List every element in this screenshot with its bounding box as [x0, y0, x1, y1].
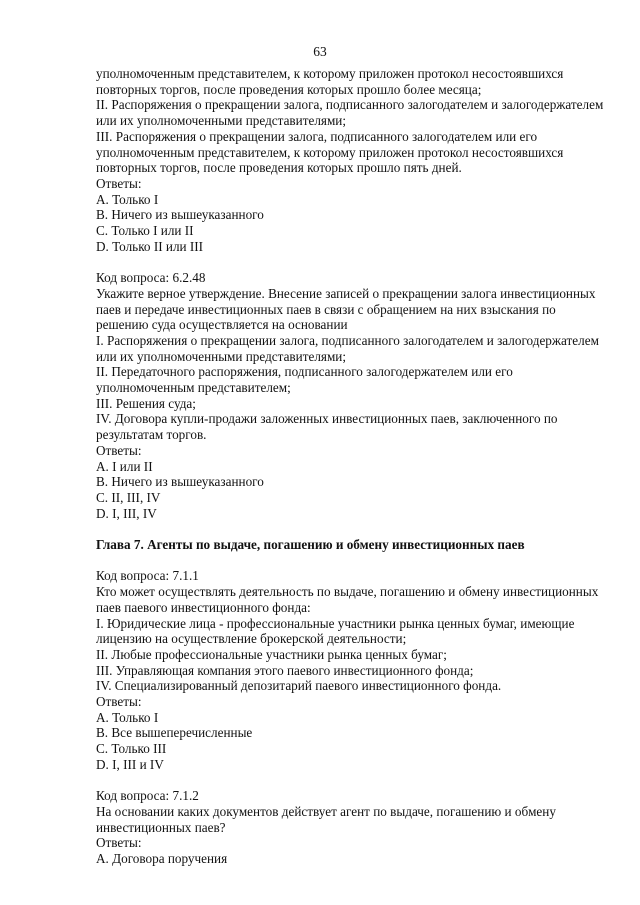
answer-d: D. I, III, IV	[96, 505, 157, 521]
statement-ii: II. Любые профессиональные участники рынка ценных бумаг;	[96, 646, 447, 662]
answer-a: A. Только I	[96, 191, 159, 207]
statement-ii: II. Передаточного распоряжения, подписанного залогодержателем или его	[96, 364, 513, 380]
question-code: Код вопроса: 7.1.1	[96, 568, 199, 584]
question-6-2-48	[96, 270, 599, 521]
answer-b: B. Все вышеперечисленные	[96, 725, 253, 741]
answers-label: Ответы:	[96, 835, 142, 851]
question-text: Укажите верное утверждение. Внесение записей о прекращении залога инвестиционных	[96, 285, 596, 301]
statement-iii: III. Управляющая компания этого паевого инвестиционного фонда;	[96, 662, 474, 678]
question-text: инвестиционных паев?	[96, 819, 226, 835]
question-text: Кто может осуществлять деятельность по выдаче, погашению и обмену инвестиционных	[96, 584, 599, 600]
text-line: или их уполномоченными представителями;	[96, 113, 347, 129]
answer-c: C. Только I или II	[96, 223, 194, 239]
question-7-1-1	[96, 568, 599, 772]
text-line: повторных торгов, после проведения которых прошло более месяца;	[96, 81, 482, 97]
chapter-heading: Глава 7. Агенты по выдаче, погашению и обмену инвестиционных паев	[96, 537, 525, 553]
answer-b: B. Ничего из вышеуказанного	[96, 207, 264, 223]
text-line: уполномоченным представителем;	[96, 380, 291, 396]
answer-c: C. II, III, IV	[96, 489, 161, 505]
question-text: паев и передаче инвестиционных паев в связи с обращением на них взыскания по	[96, 301, 556, 317]
answer-c: C. Только III	[96, 741, 167, 757]
statement-iv: IV. Специализированный депозитарий паевого инвестиционного фонда.	[96, 678, 502, 694]
answers-label: Ответы:	[96, 442, 142, 458]
text-line: или их уполномоченными представителями;	[96, 348, 347, 364]
question-text: решению суда осуществляется на основании	[96, 317, 348, 333]
text-line: результатам торгов.	[96, 427, 207, 443]
answer-d: D. I, III и IV	[96, 756, 164, 772]
text-line: уполномоченным представителем, к которому приложен протокол несостоявшихся	[96, 66, 564, 81]
question-code: Код вопроса: 6.2.48	[96, 270, 206, 286]
statement-iii: III. Решения суда;	[96, 395, 196, 411]
question-text: паев паевого инвестиционного фонда:	[96, 599, 311, 615]
answers-label: Ответы:	[96, 694, 142, 710]
question-code: Код вопроса: 7.1.2	[96, 788, 199, 804]
statement-ii: II. Распоряжения о прекращении залога, подписанного залогодателем и залогодержателем	[96, 97, 604, 113]
statement-iv: IV. Договора купли-продажи заложенных инвестиционных паев, заключенного по	[96, 411, 558, 427]
page-content	[96, 66, 604, 867]
statement-i: I. Распоряжения о прекращении залога, подписанного залогодателем и залогодержателем	[96, 332, 599, 348]
text-line: уполномоченным представителем, к которому приложен протокол несостоявшихся	[96, 144, 564, 160]
answer-a: A. Договора поручения	[96, 851, 228, 867]
statement-i: I. Юридические лица - профессиональные участники рынка ценных бумаг, имеющие	[96, 615, 575, 631]
answer-d: D. Только II или III	[96, 238, 204, 254]
question-continuation	[96, 66, 604, 254]
answer-b: B. Ничего из вышеуказанного	[96, 474, 264, 490]
question-text: На основании каких документов действует агент по выдаче, погашению и обмену	[96, 803, 556, 819]
question-7-1-2	[96, 788, 566, 867]
answer-a: A. Только I	[96, 709, 159, 725]
text-line: повторных торгов, после проведения которых прошло пять дней.	[96, 160, 462, 176]
page-number: 63	[313, 44, 327, 59]
answers-label: Ответы:	[96, 175, 142, 191]
answer-a: A. I или II	[96, 458, 153, 474]
statement-iii: III. Распоряжения о прекращении залога, подписанного залогодателем или его	[96, 128, 538, 144]
text-line: лицензию на осуществление брокерской деятельности;	[96, 631, 407, 647]
